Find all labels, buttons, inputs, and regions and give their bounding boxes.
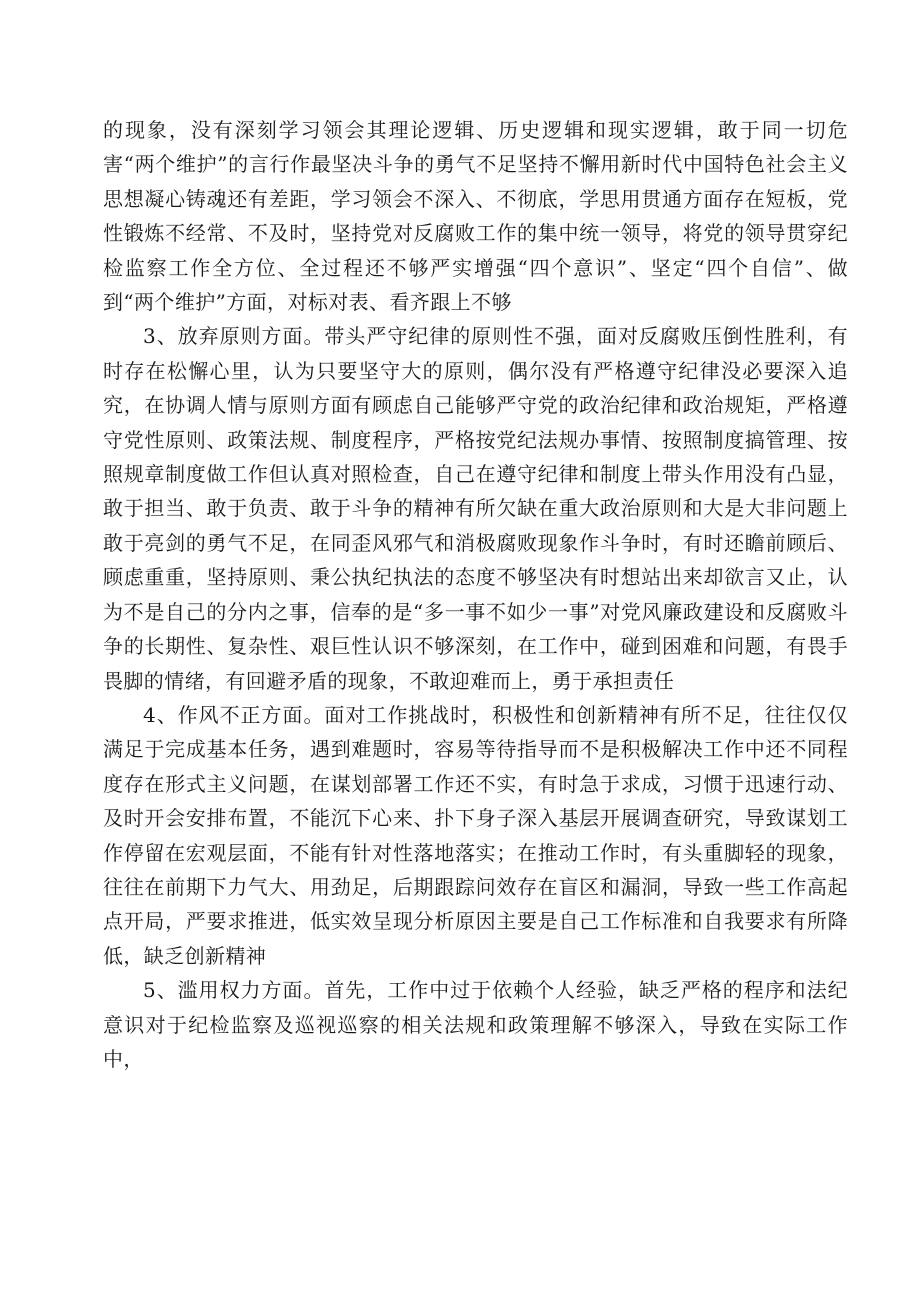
paragraph-section-3: 3、放弃原则方面。带头严守纪律的原则性不强，面对反腐败压倒性胜利，有时存在松懈心里，认为只要坚守大的原则，偶尔没有严格遵守纪律没必要深入追究，在协调人情与原则方面有顾虑自己能够严守党的政治纪律和政治规矩，严格遵守党性原则、政策法规、制度程序，严格按党纪法规办事情、按照制度搞管理、按照规章制度做工作但认真对照检查，自己在遵守纪律和制度上带头作用没有凸显，敢于担当、敢于负责、敢于斗争的精神有所欠缺在重大政治原则和大是大非问题上敢于亮剑的勇气不足，在同歪风邪气和消极腐败现象作斗争时，有时还瞻前顾后、顾虑重重，坚持原则、秉公执纪执法的态度不够坚决有时想站出来却欲言又止，认为不是自己的分内之事，信奉的是“多一事不如少一事”对党风廉政建设和反腐败斗争的长期性、复杂性、艰巨性认识不够深刻，在工作中，碰到困难和问题，有畏手畏脚的情绪，有回避矛盾的现象，不敢迎难而上，勇于承担责任 (103, 324, 848, 693)
paragraph-continuation: 的现象，没有深刻学习领会其理论逻辑、历史逻辑和现实逻辑，敢于同一切危害“两个维护”的言行作最坚决斗争的勇气不足坚持不懈用新时代中国特色社会主义思想凝心铸魂还有差距，学习领会不深入、不彻底，学思用贯通方面存在短板，党性锻炼不经常、不及时，坚持党对反腐败工作的集中统一领导，将党的领导贯穿纪检监察工作全方位、全过程还不够严实增强“四个意识”、坚定“四个自信”、做到“两个维护”方面，对标对表、看齐跟上不够 (103, 118, 848, 315)
paragraph-section-4: 4、作风不正方面。面对工作挑战时，积极性和创新精神有所不足，往往仅仅满足于完成基本任务，遇到难题时，容易等待指导而不是积极解决工作中还不同程度存在形式主义问题，在谋划部署工作还不实，有时急于求成，习惯于迅速行动、及时开会安排布置，不能沉下心来、扑下身子深入基层开展调查研究，导致谋划工作停留在宏观层面，不能有针对性落地落实；在推动工作时，有头重脚轻的现象，往往在前期下力气大、用劲足，后期跟踪问效存在盲区和漏洞，导致一些工作高起点开局，严要求推进，低实效呈现分析原因主要是自己工作标准和自我要求有所降低，缺乏创新精神 (103, 702, 848, 968)
document-body (103, 113, 848, 1076)
paragraph-section-5: 5、滥用权力方面。首先，工作中过于依赖个人经验，缺乏严格的程序和法纪意识对于纪检监察及巡视巡察的相关法规和政策理解不够深入，导致在实际工作中， (103, 978, 848, 1071)
